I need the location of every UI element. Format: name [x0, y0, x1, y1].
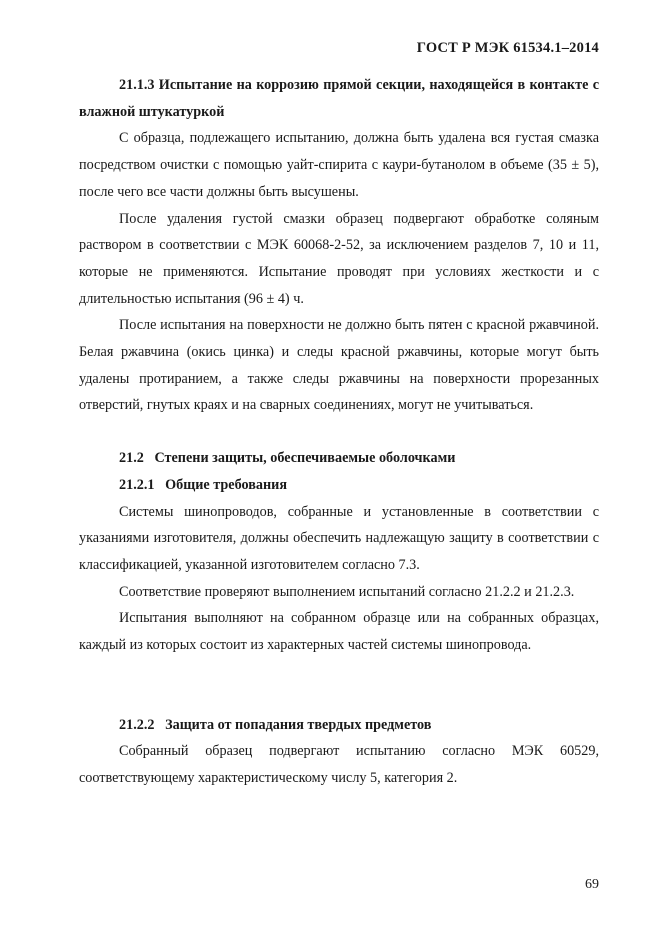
document-header: ГОСТ Р МЭК 61534.1–2014 — [416, 40, 599, 56]
spacer — [79, 419, 599, 445]
paragraph: После удаления густой смазки образец подвергают обработке соляным раствором в соответствии с МЭК 60068-2-52, за исключением разделов 7, 10 и 11, которые не применяются. Испытание проводят при условиях жесткости и с длительностью испытания (96 ± 4) ч. — [79, 210, 599, 307]
heading-21-1-3: 21.1.3 Испытание на коррозию прямой секции, находящейся в контакте с влажной штукатуркой — [79, 77, 599, 120]
paragraph: После испытания на поверхности не должно быть пятен с красной ржавчиной. Белая ржавчина (окись цинка) и следы красной ржавчины, которые могут быть удалены протиранием, а также следы ржавчины на поверхности прорезанных отверстий, гнутых краях и на сварных соединениях, могут не учитываться. — [79, 317, 599, 414]
spacer — [79, 659, 599, 712]
paragraph: Испытания выполняют на собранном образце или на собранных образцах, каждый из которых состоит из характерных частей системы шинопровода. — [79, 610, 599, 654]
heading-21-2: 21.2 Степени защиты, обеспечиваемые оболочками — [119, 450, 456, 467]
paragraph: Системы шинопроводов, собранные и установленные в соответствии с указаниями изготовителя, должны обеспечить надлежащую защиту в соответствии с классификацией, указанной изготовителем согласно 7.3. — [79, 503, 599, 573]
heading-21-2-1: 21.2.1 Общие требования — [119, 476, 287, 493]
paragraph: Соответствие проверяют выполнением испытаний согласно 21.2.2 и 21.2.3. — [119, 583, 575, 600]
heading-21-2-2: 21.2.2 Защита от попадания твердых предметов — [119, 716, 432, 733]
page-number: 69 — [585, 877, 599, 892]
paragraph: Собранный образец подвергают испытанию согласно МЭК 60529, соответствующему характеристическому числу 5, категория 2. — [79, 743, 599, 787]
page-body — [79, 72, 599, 792]
paragraph: С образца, подлежащего испытанию, должна быть удалена вся густая смазка посредством очистки с помощью уайт-спирита с каури-бутанолом в объеме (35 ± 5), после чего все части должны быть высушены. — [79, 130, 599, 200]
